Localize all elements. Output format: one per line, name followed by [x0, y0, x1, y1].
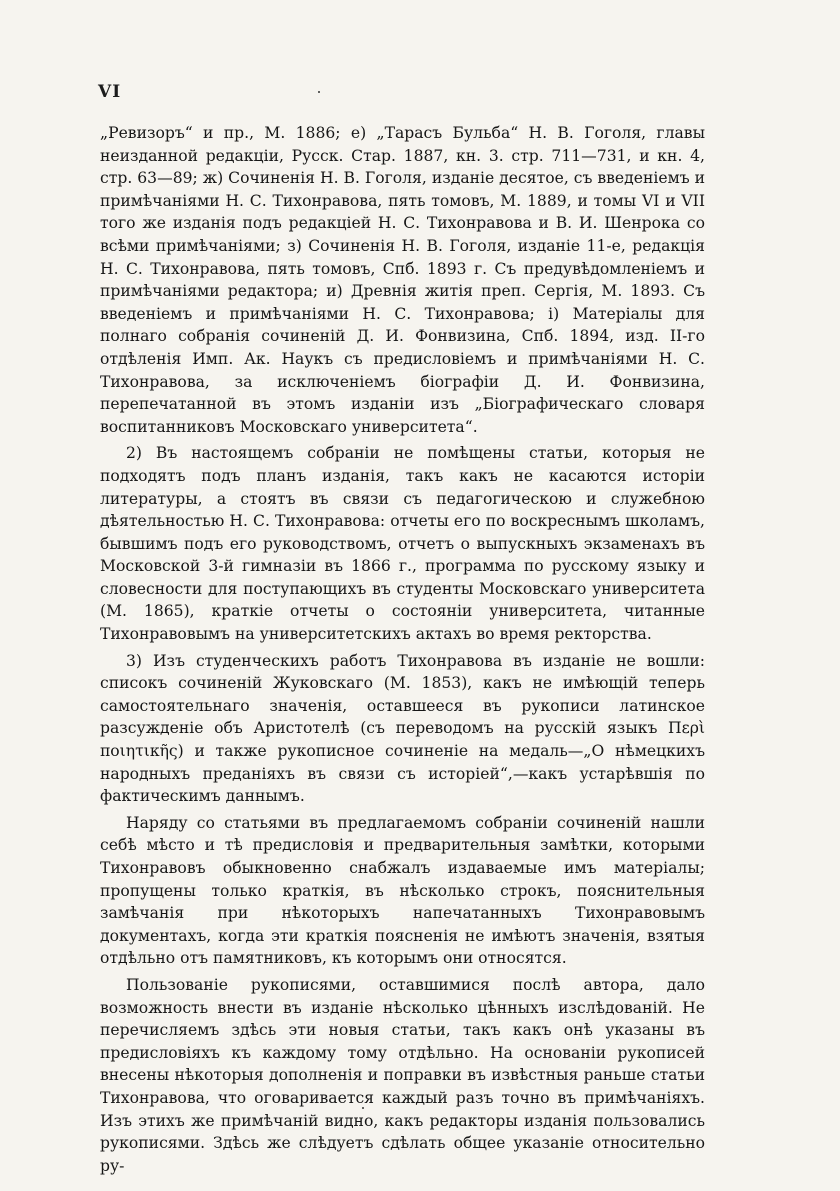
- paragraph-excluded-articles: 2) Въ настоящемъ собраніи не помѣщены статьи, которыя не подходятъ подъ планъ изданія, такъ какъ не касаются исторіи литературы, а стоятъ въ связи съ педагогическою и служебною дѣятельностью Н. С. Тихонравова: отчеты его по воскреснымъ школамъ, бывшимъ подъ его руководствомъ, отчетъ о выпускныхъ экзаменахъ въ Московской 3-й гимназіи въ 1866 г., программа по русскому языку и словесности для поступающихъ въ студенты Московскаго университета (М. 1865), краткіе отчеты о состояніи университета, читанные Тихонравовымъ на университетскихъ актахъ во время ректорства.: [100, 444, 705, 644]
- paragraph-prefaces: Наряду со статьями въ предлагаемомъ собраніи сочиненій нашли себѣ мѣсто и тѣ предисловія и предварительныя замѣтки, которыми Тихонравовъ обыкновенно снабжалъ издаваемые имъ матеріалы; пропущены только краткія, въ нѣсколько строкъ, пояснительныя замѣчанія при нѣкоторыхъ напечатанныхъ Тихонравовымъ документахъ, когда эти краткія поясненія не имѣютъ значенія, взятыя отдѣльно отъ памятниковъ, къ которымъ они относятся.: [100, 813, 705, 968]
- paragraph-editions-list: „Ревизоръ“ и пр., М. 1886; е) „Тарасъ Бульба“ Н. В. Гоголя, главы неизданной редакціи, Русск. Стар. 1887, кн. 3. стр. 711—731, и кн. 4, стр. 63—89; ж) Сочиненія Н. В. Гоголя, изданіе десятое, съ введеніемъ и примѣчаніями Н. С. Тихонравова, пять томовъ, М. 1889, и томы VI и VII того же изданія подъ редакціей Н. С. Тихонравова и В. И. Шенрока со всѣми примѣчаніями; з) Сочиненія Н. В. Гоголя, изданіе 11-е, редакція Н. С. Тихонравова, пять томовъ, Спб. 1893 г. Съ предувѣдомленіемъ и примѣчаніями редактора; и) Древнія житія преп. Сергія, М. 1893. Съ введеніемъ и примѣчаніями Н. С. Тихонравова; і) Матеріалы для полнаго собранія сочиненій Д. И. Фонвизина, Спб. 1894, изд. II-го отдѣленія Имп. Ак. Наукъ съ предисловіемъ и примѣчаніями Н. С. Тихонравова, за исключеніемъ біографіи Д. И. Фонвизина, перепечатанной въ этомъ изданіи изъ „Біографическаго словаря воспитанниковъ Московскаго университета“.: [100, 124, 705, 436]
- page-number: VI: [98, 82, 122, 102]
- paragraph-student-works: 3) Изъ студенческихъ работъ Тихонравова въ изданіе не вошли: списокъ сочиненій Жуковскаго (М. 1853), какъ не имѣющій теперь самостоятельнаго значенія, оставшееся въ рукописи латинское разсужденіе объ Аристотелѣ (съ переводомъ на русскій языкъ Περὶ ποιητικῆς) и также рукописное сочиненіе на медаль—„О нѣмецкихъ народныхъ преданіяхъ въ связи съ исторіей“,—какъ устарѣвшія по фактическимъ даннымъ.: [100, 651, 705, 806]
- body-text: [100, 122, 705, 1177]
- paragraph-manuscripts: Пользованіе рукописями, оставшимися послѣ автора, дало возможность внести въ изданіе нѣсколько цѣнныхъ изслѣдованій. Не перечисляемъ здѣсь эти новыя статьи, такъ какъ онѣ указаны въ предисловіяхъ къ каждому тому отдѣльно. На основаніи рукописей внесены нѣкоторыя дополненія и поправки въ извѣстныя раньше статьи Тихонравова, что оговаривается каждый разъ точно въ примѣчаніяхъ. Изъ этихъ же примѣчаній видно, какъ редакторы изданія пользовались рукописями. Здѣсь же слѣдуетъ сдѣлать общее указаніе относительно ру-: [100, 975, 705, 1175]
- print-speck: [318, 91, 320, 93]
